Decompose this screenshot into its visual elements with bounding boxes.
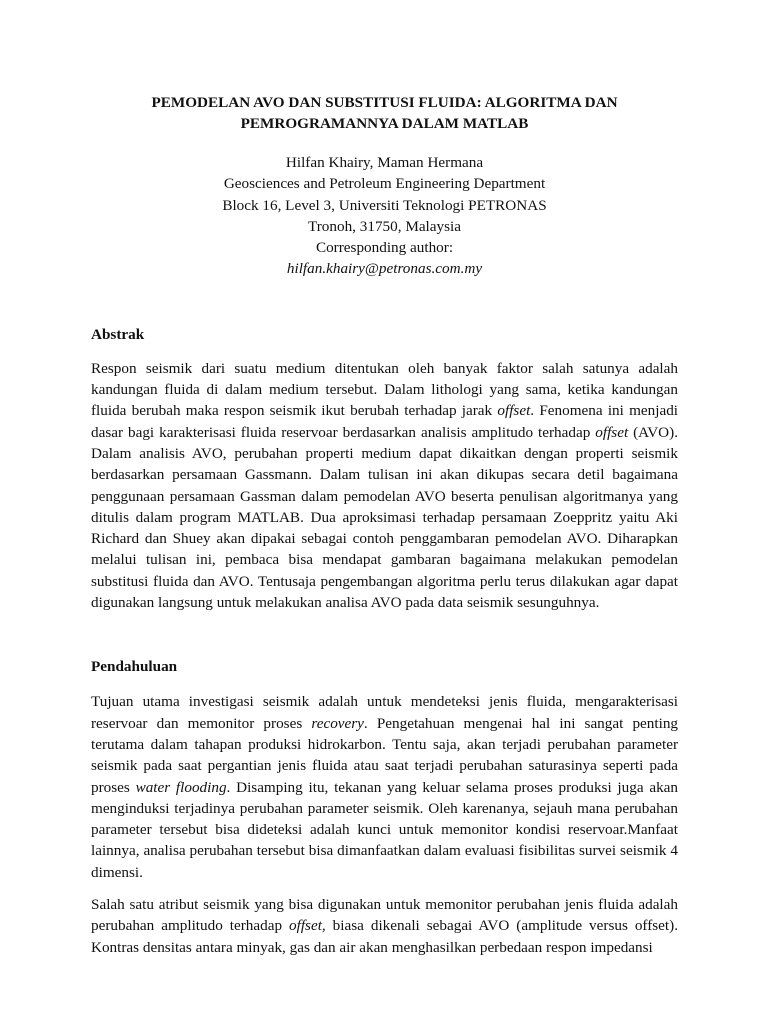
author-address: Block 16, Level 3, Universiti Teknologi PETRONAS (222, 196, 547, 214)
author-block (91, 152, 678, 280)
introduction-paragraph-1 (91, 691, 678, 883)
abstract-text-1: Respon seismik dari suatu medium ditentukan oleh banyak faktor salah satunya adalah kandungan fluida di dalam medium tersebut. Dalam lithologi yang sama, ketika kandungan fluida berubah maka respon seismik ikut berubah terhadap jarak (91, 359, 678, 420)
intro-p1-italic-1: recovery (311, 714, 364, 732)
title-line-2: PEMROGRAMANNYA DALAM MATLAB (240, 115, 529, 132)
abstract-text-3: (AVO). Dalam analisis AVO, perubahan properti medium dapat dikaitkan dengan properti seismik berdasarkan persamaan Gassmann. Dalam tulisan ini akan dikupas secara detil bagaimana penggunaan persamaan Gassman dalam pemodelan AVO beserta penulisan algoritmanya yang ditulis dalam program MATLAB. Dua aproksimasi terhadap persamaan Zoeppritz yaitu Aki Richard dan Shuey akan dipakai sebagai contoh penggambaran pemodelan AVO. Diharapkan melalui tulisan ini, pembaca bisa mendapat gambaran bagaimana melakukan pemodelan substitusi fluida dan AVO. Tentusaja pengembangan algoritma perlu terus dilakukan agar dapat digunakan langsung untuk melakukan analisa AVO pada data seismik sesunguhnya. (91, 423, 678, 612)
intro-p1-text-3: . Disamping itu, tekanan yang keluar selama proses produksi juga akan menginduksi terjadinya perubahan parameter seismik. Oleh karenanya, sejauh mana perubahan parameter tersebut bisa dideteksi adalah kunci untuk memonitor kondisi reservoar.Manfaat lainnya, analisa perubahan tersebut bisa dimanfaatkan dalam evaluasi fisibilitas survei seismik 4 dimensi. (91, 778, 678, 881)
intro-p2-text-2: biasa dikenali sebagai AVO (amplitude versus offset). Kontras densitas antara minyak, gas dan air akan menghasilkan perbedaan respon impedansi (91, 917, 678, 956)
title-line-1: PEMODELAN AVO DAN SUBSTITUSI FLUIDA: ALGORITMA DAN (151, 94, 618, 111)
author-email: hilfan.khairy@petronas.com.my (286, 260, 483, 278)
introduction-paragraph-2 (91, 894, 678, 958)
intro-p2-text-1: Salah satu atribut seismik yang bisa digunakan untuk memonitor perubahan jenis fluida adalah perubahan amplitudo terhadap (91, 896, 678, 935)
abstract-text-2: . Fenomena ini menjadi dasar bagi karakterisasi fluida reservoar berdasarkan analisis amplitudo terhadap (91, 402, 679, 441)
paper-title (91, 92, 678, 134)
author-names: Hilfan Khairy, Maman Hermana (285, 154, 484, 171)
abstract-italic-2: offset (595, 423, 629, 441)
abstract-italic-1: offset (497, 402, 531, 420)
intro-p2-italic-1: offset, (289, 917, 326, 935)
intro-p1-italic-2: water flooding (135, 778, 227, 796)
intro-p1-text-1: Tujuan utama investigasi seismik adalah untuk mendeteksi jenis fluida, mengarakterisasi reservoar dan memonitor proses (91, 693, 678, 732)
abstract-heading: Abstrak (91, 325, 145, 343)
author-department: Geosciences and Petroleum Engineering Department (223, 175, 546, 193)
corresponding-label: Corresponding author: (315, 239, 454, 257)
author-city: Tronoh, 31750, Malaysia (307, 217, 461, 235)
intro-p1-text-2: . Pengetahuan mengenai hal ini sangat penting terutama dalam tahapan produksi hidrokarbon. Tentu saja, akan terjadi perubahan parameter seismik pada saat pergantian jenis fluida atau saat terjadi perubahan saturasinya seperti pada proses (91, 714, 679, 796)
introduction-heading: Pendahuluan (91, 658, 178, 676)
abstract-paragraph (91, 358, 678, 614)
